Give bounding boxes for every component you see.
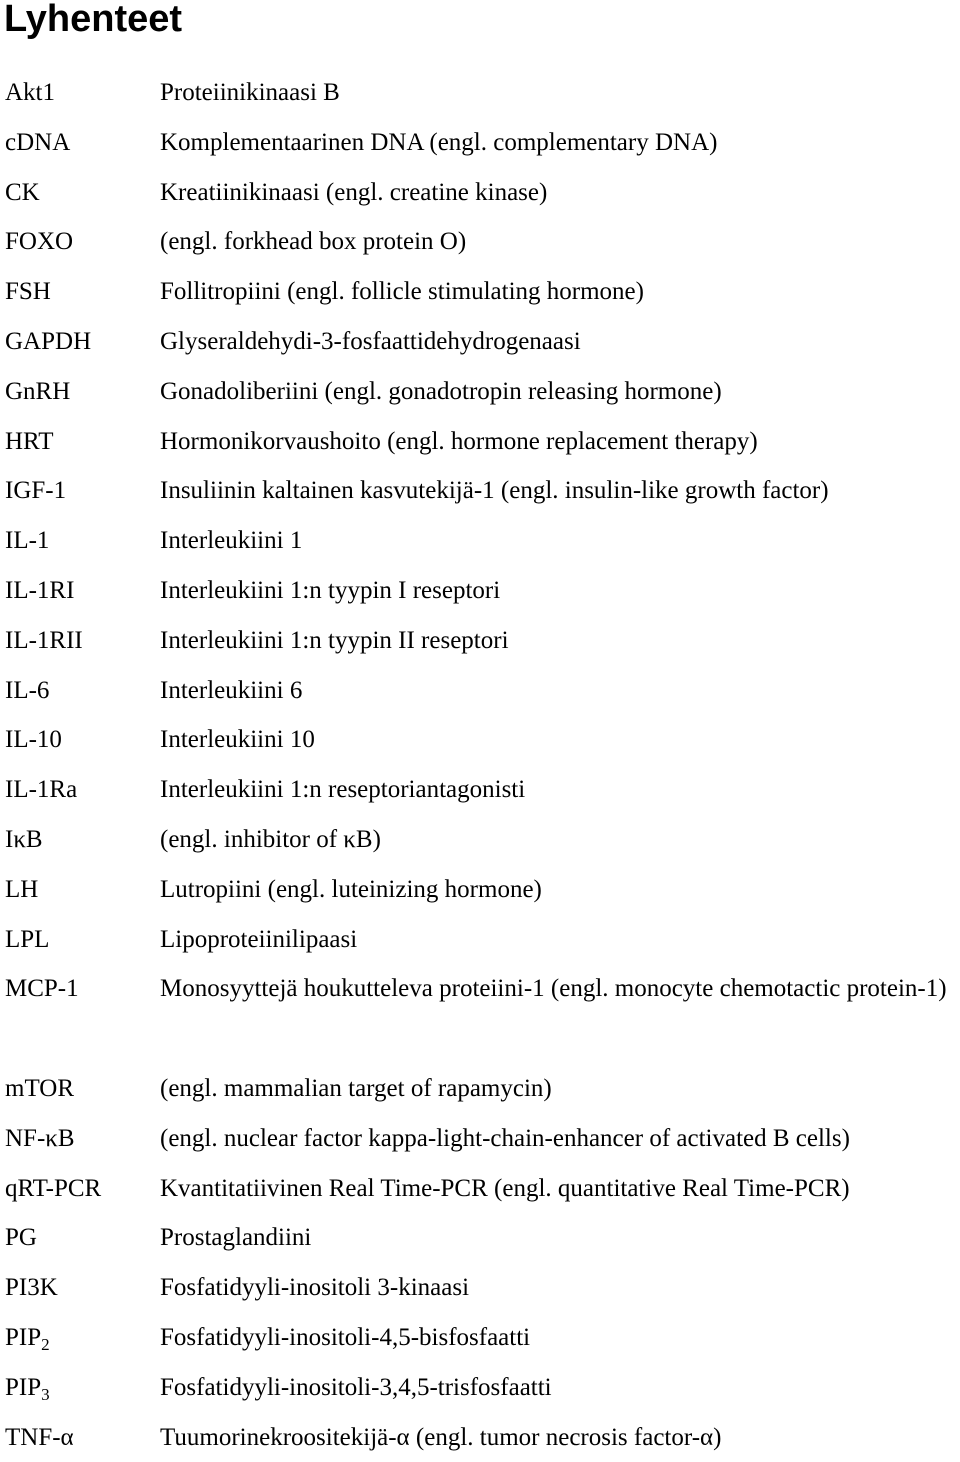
abbreviation-term: LH xyxy=(5,875,39,903)
abbreviation-term: mTOR xyxy=(5,1074,74,1102)
abbreviation-row xyxy=(0,1313,960,1363)
abbreviation-term: IκB xyxy=(5,825,43,853)
abbreviation-term-subscript: 3 xyxy=(41,1384,50,1404)
abbreviation-definition: (engl. inhibitor of κB) xyxy=(160,825,381,853)
abbreviation-row xyxy=(0,118,960,168)
abbreviation-term: IL-1 xyxy=(5,527,50,555)
abbreviation-definition: Interleukiini 1:n tyypin II reseptori xyxy=(160,626,509,654)
abbreviation-definition: Proteiinikinaasi B xyxy=(160,79,340,106)
abbreviation-term-base: PIP xyxy=(5,1373,42,1401)
abbreviation-term: IL-10 xyxy=(5,726,62,754)
abbreviation-definition: Fosfatidyyli-inositoli 3-kinaasi xyxy=(160,1274,470,1302)
abbreviation-row xyxy=(0,765,960,815)
abbreviation-term: FOXO xyxy=(5,228,74,256)
abbreviation-row xyxy=(0,1213,960,1263)
abbreviation-row xyxy=(0,666,960,716)
abbreviation-definition: Interleukiini 6 xyxy=(160,676,303,704)
abbreviation-row xyxy=(0,1363,960,1413)
abbreviation-row xyxy=(0,217,960,267)
abbreviation-row xyxy=(0,267,960,317)
abbreviation-term: IL-1RI xyxy=(5,576,75,604)
abbreviation-row xyxy=(0,715,960,765)
abbreviation-definition: (engl. forkhead box protein O) xyxy=(160,228,467,256)
abbreviation-row xyxy=(0,317,960,367)
abbreviation-row xyxy=(0,566,960,616)
abbreviation-term-subscript: 2 xyxy=(41,1334,50,1354)
abbreviation-row xyxy=(0,466,960,516)
abbreviation-row xyxy=(0,1064,960,1114)
abbreviation-row xyxy=(0,367,960,417)
abbreviation-definition: Tuumorinekroositekijä-α (engl. tumor necrosis factor-α) xyxy=(160,1423,722,1451)
abbreviation-definition: (engl. nuclear factor kappa-light-chain-enhancer of activated B cells) xyxy=(160,1124,850,1152)
abbreviation-row xyxy=(0,865,960,915)
abbreviation-term: CK xyxy=(5,178,40,206)
abbreviation-term: cDNA xyxy=(5,128,71,156)
abbreviation-row xyxy=(0,1263,960,1313)
abbreviation-definition: Interleukiini 10 xyxy=(160,726,315,754)
abbreviation-definition: Prostaglandiini xyxy=(160,1224,312,1252)
abbreviation-term: PI3K xyxy=(5,1274,58,1302)
page-title: Lyhenteet xyxy=(4,0,183,40)
abbreviation-term: NF-κB xyxy=(5,1124,75,1152)
abbreviation-list xyxy=(0,68,960,1462)
abbreviation-term: IL-6 xyxy=(5,676,50,704)
abbreviation-row xyxy=(0,616,960,666)
abbreviation-row xyxy=(0,915,960,965)
abbreviation-term: MCP-1 xyxy=(5,975,79,1003)
abbreviation-term: FSH xyxy=(5,278,51,306)
abbreviation-term xyxy=(5,1363,50,1413)
abbreviation-term: HRT xyxy=(5,427,54,455)
abbreviation-term: qRT-PCR xyxy=(5,1174,102,1202)
abbreviation-definition: Interleukiini 1:n tyypin I reseptori xyxy=(160,576,501,604)
abbreviation-term: Akt1 xyxy=(5,79,55,106)
abbreviation-term: GAPDH xyxy=(5,327,92,355)
abbreviation-term: TNF-α xyxy=(5,1423,74,1451)
abbreviation-row xyxy=(0,964,960,1064)
abbreviation-term: IL-1RII xyxy=(5,626,83,654)
abbreviation-definition: (engl. mammalian target of rapamycin) xyxy=(160,1074,552,1102)
abbreviation-definition: Kreatiinikinaasi (engl. creatine kinase) xyxy=(160,178,548,206)
abbreviation-term: GnRH xyxy=(5,377,71,405)
abbreviation-row xyxy=(0,68,960,118)
abbreviation-definition: Follitropiini (engl. follicle stimulating hormone) xyxy=(160,278,644,306)
abbreviation-definition: Monosyyttejä houkutteleva proteiini-1 (engl. monocyte chemotactic protein-1) xyxy=(160,975,947,1003)
abbreviation-term: IGF-1 xyxy=(5,477,67,505)
abbreviation-row xyxy=(0,516,960,566)
abbreviation-definition: Interleukiini 1 xyxy=(160,527,303,555)
abbreviation-definition: Insuliinin kaltainen kasvutekijä-1 (engl. insulin-like growth factor) xyxy=(160,477,829,505)
abbreviation-term: PG xyxy=(5,1224,37,1252)
abbreviation-term: LPL xyxy=(5,925,50,953)
abbreviation-term-base: PIP xyxy=(5,1323,42,1351)
abbreviation-definition: Gonadoliberiini (engl. gonadotropin releasing hormone) xyxy=(160,377,722,405)
abbreviation-definition: Fosfatidyyli-inositoli-3,4,5-trisfosfaatti xyxy=(160,1373,552,1401)
abbreviation-row xyxy=(0,1413,960,1462)
abbreviation-row xyxy=(0,1164,960,1214)
abbreviation-definition: Komplementaarinen DNA (engl. complementary DNA) xyxy=(160,128,718,156)
abbreviation-definition: Fosfatidyyli-inositoli-4,5-bisfosfaatti xyxy=(160,1323,531,1351)
abbreviation-term xyxy=(5,1313,50,1363)
abbreviation-row xyxy=(0,1114,960,1164)
abbreviation-term: IL-1Ra xyxy=(5,776,78,804)
abbreviation-definition: Lipoproteiinilipaasi xyxy=(160,925,358,953)
abbreviation-definition: Glyseraldehydi-3-fosfaattidehydrogenaasi xyxy=(160,327,581,355)
abbreviation-row xyxy=(0,815,960,865)
abbreviation-definition: Lutropiini (engl. luteinizing hormone) xyxy=(160,875,542,903)
abbreviation-definition: Hormonikorvaushoito (engl. hormone replacement therapy) xyxy=(160,427,758,455)
abbreviation-definition: Kvantitatiivinen Real Time-PCR (engl. quantitative Real Time-PCR) xyxy=(160,1174,850,1202)
abbreviation-row xyxy=(0,168,960,218)
abbreviation-row xyxy=(0,417,960,467)
abbreviation-definition: Interleukiini 1:n reseptoriantagonisti xyxy=(160,776,526,804)
